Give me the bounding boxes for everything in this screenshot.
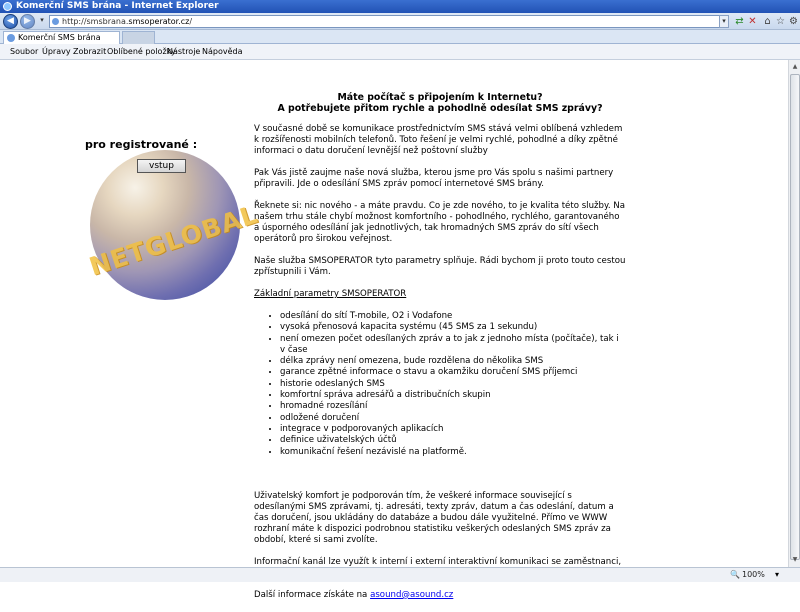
window-titlebar <box>0 0 800 13</box>
list-item: • komfortní správa adresářů a distribučních skupin <box>280 390 626 401</box>
status-bar <box>0 567 800 582</box>
favorites-star-icon[interactable]: ☆ <box>776 16 785 27</box>
stop-icon[interactable]: ✕ <box>748 16 757 27</box>
list-item: • odložené doručení <box>280 413 626 424</box>
compatibility-icon[interactable]: ⇄ <box>735 16 744 27</box>
window-title: Komerční SMS brána - Internet Explorer <box>16 1 219 11</box>
tools-gear-icon[interactable]: ⚙ <box>789 16 798 27</box>
back-icon[interactable]: ◀ <box>3 14 18 29</box>
history-dropdown-icon[interactable]: ▾ <box>40 16 44 24</box>
list-item: • není omezen počet odesílaných zpráv a to jak z jednoho místa (počítače), tak i v čase <box>280 334 626 357</box>
comfort-paragraph: Uživatelský komfort je podporován tím, že veškeré informace související s odesílanými SMS zprávami, tj. adresáti, texty zpráv, datum a čas odeslání, datum a čas doručení, jsou ukládány do databáze a budou dále využitelné. Přímo ve WWW rozhraní máte k dispozici podrobnou statistiku veškerých odeslaných SMS zpráv za období, které si sami zvolíte. <box>254 490 614 545</box>
vertical-scrollbar[interactable] <box>788 60 800 567</box>
menu-tools[interactable]: Nástroje <box>167 47 201 56</box>
intro-paragraph: V současné době se komunikace prostřednictvím SMS stává velmi oblíbená vzhledem k rozšířenosti mobilních telefonů. Toto řešení je velmi rychlé, pohodlné a díky zpětné informaci o datu doručení levnější než poštovní služby <box>254 124 623 156</box>
list-item: • délka zprávy není omezena, bude rozdělena do několika SMS <box>280 356 626 367</box>
spacer <box>254 469 626 491</box>
url-prefix: http://smsbrana. <box>62 17 129 26</box>
page-heading <box>254 92 626 114</box>
home-icon[interactable]: ⌂ <box>764 16 771 27</box>
forward-icon[interactable]: ▶ <box>20 14 35 29</box>
list-item: • definice uživatelských účtů <box>280 435 626 446</box>
params-list <box>280 311 626 458</box>
quality-paragraph: Řeknete si: nic nového - a máte pravdu. Co je zde nového, to je kvalita této služby. Na našem trhu stále chybí možnost komfortního - pohodlného, rychlého, garantovaného a úsporného odesílání jak jednotlivých, tak hromadných SMS zpráv do sítí všech operátorů pro širokou veřejnost. <box>254 201 626 244</box>
login-button[interactable]: vstup <box>137 159 186 173</box>
tab-bar <box>0 30 800 44</box>
zoom-dropdown-icon[interactable]: ▾ <box>775 570 780 579</box>
list-item: • odesílání do sítí T-mobile, O2 i Vodafone <box>280 311 626 322</box>
menu-view[interactable]: Zobrazit <box>73 47 107 56</box>
email-link[interactable]: asound@asound.cz <box>370 589 454 600</box>
more-info-text: Další informace získáte na <box>254 589 371 600</box>
url-suffix: / <box>189 17 193 26</box>
list-item: • komunikační řešení nezávislé na platformě. <box>280 447 626 458</box>
tab-label: Komerční SMS brána <box>18 33 101 42</box>
list-item: • vysoká přenosová kapacita systému (45 SMS za 1 sekundu) <box>280 322 626 333</box>
heading-line1: Máte počítač s připojením k Internetu? <box>337 92 543 103</box>
menu-help[interactable]: Nápověda <box>202 47 243 56</box>
list-item: • historie odeslaných SMS <box>280 379 626 390</box>
netglobal-logo-text: NETGLOBAL <box>85 199 262 282</box>
page-favicon-icon <box>52 18 59 25</box>
zoom-icon[interactable]: 🔍 <box>730 570 740 579</box>
address-dropdown-icon[interactable]: ▾ <box>719 15 729 28</box>
smsoperator-paragraph: Naše služba SMSOPERATOR tyto parametry splňuje. Rádi bychom ji proto touto cestou zpřístupnili i Vám. <box>254 256 626 277</box>
scroll-up-icon[interactable]: ▲ <box>792 63 798 70</box>
more-info <box>254 590 626 601</box>
zoom-level[interactable]: 100% <box>742 570 765 579</box>
scroll-down-icon[interactable]: ▼ <box>792 556 798 563</box>
heading-line2: A potřebujete přitom rychle a pohodlně odesílat SMS zprávy? <box>277 103 603 114</box>
url-domain: smsoperator.cz <box>128 17 190 26</box>
list-item: • hromadné rozesílání <box>280 401 626 412</box>
list-item: • garance zpětné informace o stavu a okamžiku doručení SMS příjemci <box>280 367 626 378</box>
menu-file[interactable]: Soubor <box>10 47 39 56</box>
register-label: pro registrované : <box>85 138 198 151</box>
address-toolbar <box>0 13 800 30</box>
menu-edit[interactable]: Úpravy <box>42 47 71 56</box>
tab-favicon-icon <box>7 34 15 42</box>
list-item: • integrace v podporovaných aplikacích <box>280 424 626 435</box>
menu-favorites[interactable]: Oblíbené položky <box>107 47 176 56</box>
menu-bar <box>0 44 800 60</box>
params-title: Základní parametry SMSOPERATOR <box>254 289 407 299</box>
main-content <box>254 92 626 612</box>
scroll-thumb[interactable] <box>790 74 800 560</box>
service-paragraph: Pak Vás jistě zaujme naše nová služba, kterou jsme pro Vás spolu s našimi partnery připravili. Jde o odesílání SMS zpráv pomocí internetové SMS brány. <box>254 168 614 189</box>
new-tab-button[interactable] <box>122 31 155 44</box>
ie-logo-icon <box>3 2 12 11</box>
tab-active[interactable] <box>3 31 120 44</box>
address-input[interactable] <box>49 15 729 28</box>
channel-paragraph: Informační kanál lze využít k interní i externí interaktivní komunikaci se zaměstnanci, <box>254 556 622 567</box>
